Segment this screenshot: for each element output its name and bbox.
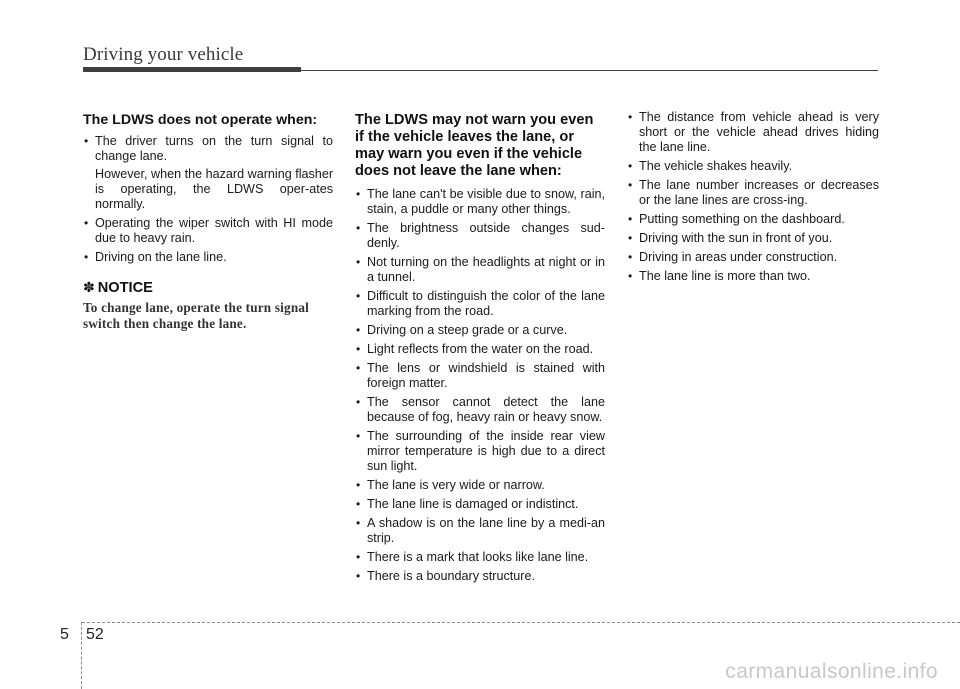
not-operate-list [83,134,333,164]
notice-text: To change lane, operate the turn signal switch then change the lane. [83,300,310,331]
list-item: • A shadow is on the lane line by a medi-an strip. [355,516,605,546]
list-item: • The driver turns on the turn signal to change lane. [83,134,333,164]
column-ldws-not-operate [83,112,333,332]
list-item: • The lens or windshield is stained with foreign matter. [355,361,605,391]
asterisk-icon: ✽ [83,279,95,295]
list-item: • The lane number increases or decreases or the lane lines are cross-ing. [627,178,879,208]
list-item: • There is a boundary structure. [355,569,605,584]
list-item: • Driving in areas under construction. [627,250,879,265]
list-item: • Difficult to distinguish the color of the lane marking from the road. [355,289,605,319]
section-heading-not-operate: The LDWS does not operate when: [83,112,318,128]
header-rule-thin [301,70,878,71]
list-item: • Operating the wiper switch with HI mode due to heavy rain. [83,216,333,246]
notice-heading [83,279,333,296]
list-item-note: However, when the hazard warning flasher is operating, the LDWS oper-ates normally. [95,167,334,211]
list-item: • The distance from vehicle ahead is very short or the vehicle ahead drives hiding the lane line. [627,110,879,155]
page-header-title: Driving your vehicle [83,44,244,65]
footer-divider [81,622,82,689]
list-item: • Driving on a steep grade or a curve. [355,323,605,338]
may-not-warn-list-cont [627,110,879,284]
not-operate-list-cont [83,216,333,265]
list-item: • The lane can't be visible due to snow, rain, stain, a puddle or many other things. [355,187,605,217]
list-item: • The lane line is damaged or indistinct. [355,497,605,512]
column-ldws-may-not-warn [355,112,605,588]
list-item: • Light reflects from the water on the road. [355,342,605,357]
watermark: carmanualsonline.info [725,660,938,683]
chapter-number: 5 [60,626,69,643]
list-item: • Putting something on the dashboard. [627,212,879,227]
section-heading-may-not-warn: The LDWS may not warn you even if the vehicle leaves the lane, or may warn you even if the vehicle does not leave the lane when: [355,112,594,179]
list-item: • The surrounding of the inside rear view mirror temperature is high due to a direct sun light. [355,429,605,474]
list-item: • There is a mark that looks like lane line. [355,550,605,565]
list-item: • The sensor cannot detect the lane because of fog, heavy rain or heavy snow. [355,395,605,425]
notice-title: NOTICE [97,279,153,296]
page-number: 52 [86,626,104,643]
list-item: • Driving with the sun in front of you. [627,231,879,246]
footer-rule [82,622,960,623]
may-not-warn-list [355,187,605,584]
column-ldws-may-not-warn-cont [627,110,879,288]
list-item: • Not turning on the headlights at night or in a tunnel. [355,255,605,285]
list-item: • The lane line is more than two. [627,269,879,284]
list-item: • The vehicle shakes heavily. [627,159,879,174]
list-item: • The lane is very wide or narrow. [355,478,605,493]
list-item: • Driving on the lane line. [83,250,333,265]
header-rule-thick [83,67,301,72]
list-item: • The brightness outside changes sud-denly. [355,221,605,251]
